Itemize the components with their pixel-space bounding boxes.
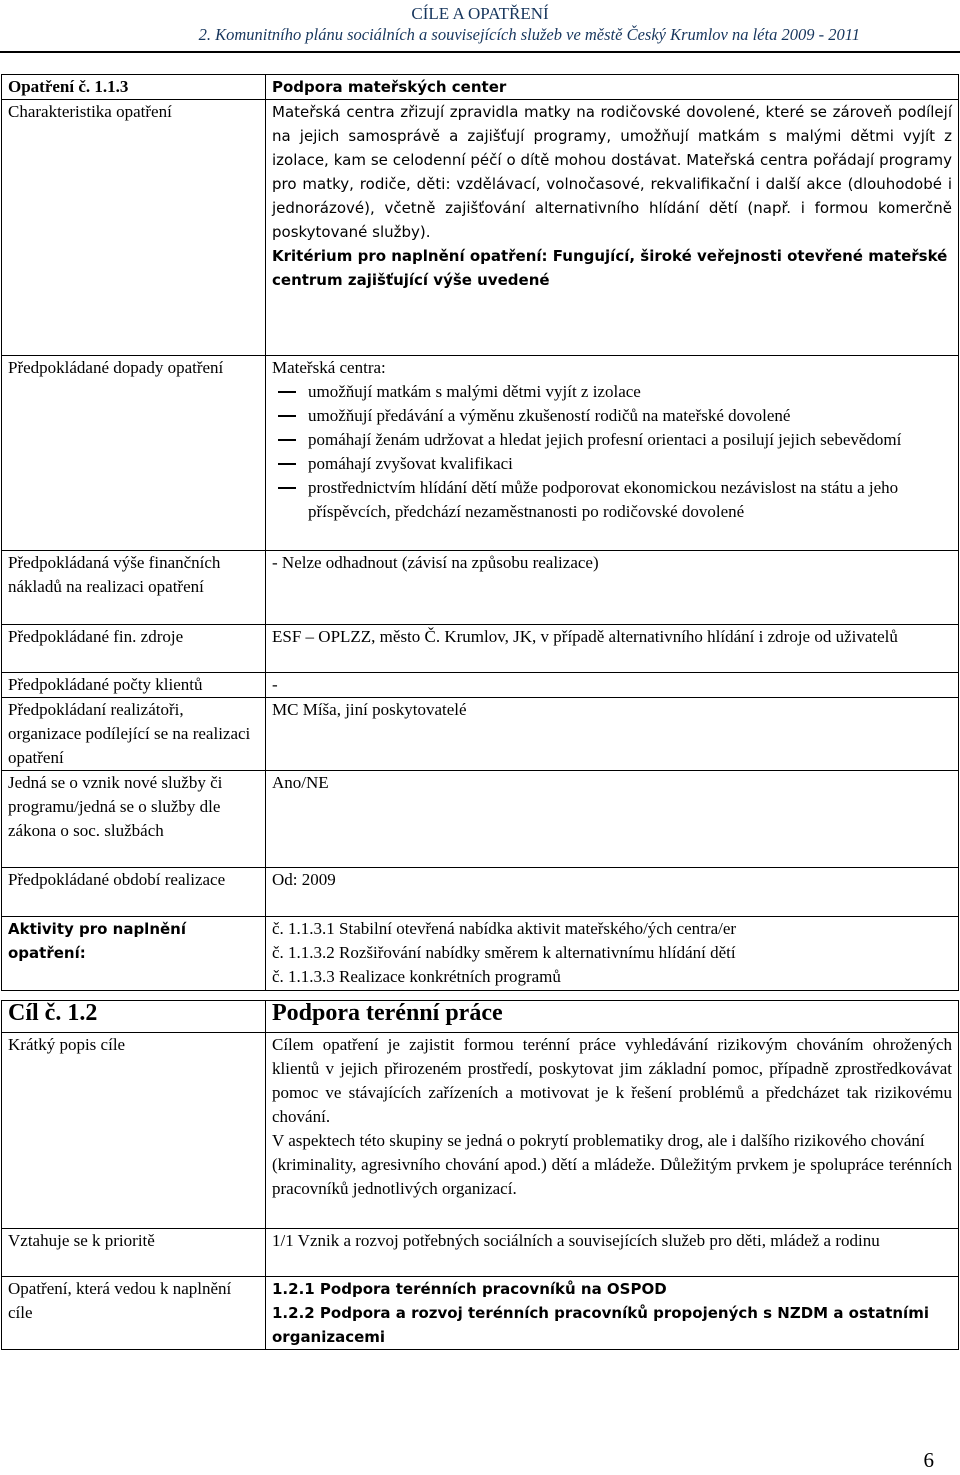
impacts-label: Předpokládané dopady opatření [2, 356, 266, 551]
characteristic-cell [266, 100, 959, 356]
new-service-value: Ano/NE [266, 771, 959, 868]
goal-description-text: Cílem opatření je zajistit formou terénní práce vyhledávání rizikovým chováním ohrožených klientů v jejich přirozeném prostředí, poskytovat jim základní pomoc, případně zprostředkovávat pomoc ve stávajících zařízeních a motivovat je k řešení problémů a předcházet tak rizikovému chování. [272, 1035, 952, 1126]
new-service-label: Jedná se o vznik nové služby či programu/jedná se o služby dle zákona o soc. službách [2, 771, 266, 868]
list-item: prostřednictvím hlídání dětí může podporovat ekonomickou nezávislost na státu a jeho příspěvcích, předchází nezaměstnanosti po rodičovské dovolené [272, 476, 952, 524]
clients-label: Předpokládané počty klientů [2, 673, 266, 698]
goal-description-cell [266, 1033, 959, 1229]
measures-cell [266, 1277, 959, 1350]
impacts-list [272, 380, 952, 524]
costs-value: - Nelze odhadnout (závisí na způsobu realizace) [266, 551, 959, 625]
list-item: č. 1.1.3.3 Realizace konkrétních programů [272, 967, 561, 986]
header-divider [0, 51, 960, 53]
period-label: Předpokládané období realizace [2, 868, 266, 917]
list-item: pomáhají ženám udržovat a hledat jejich profesní orientaci a posilují jejich sebevědomí [272, 428, 952, 452]
activities-label: Aktivity pro naplnění opatření: [2, 917, 266, 991]
goal-id: Cíl č. 1.2 [2, 1001, 266, 1033]
goal-table [1, 1000, 959, 1350]
list-item: č. 1.1.3.2 Rozšiřování nabídky směrem k alternativnímu hlídání dětí [272, 943, 736, 962]
activities-cell [266, 917, 959, 991]
measures-label: Opatření, která vedou k naplnění cíle [2, 1277, 266, 1350]
goal-description-text: (kriminality, agresivního chování apod.) dětí a mládeže. Důležitým prvkem je spolupráce terénních pracovníků jednotlivých organizací. [272, 1155, 952, 1198]
characteristic-label: Charakteristika opatření [2, 100, 266, 356]
list-item: č. 1.1.3.1 Stabilní otevřená nabídka aktivit mateřského/ých centra/er [272, 919, 737, 938]
goal-description-text: V aspektech této skupiny se jedná o pokrytí problematiky drog, ale i dalšího rizikového chování [272, 1131, 925, 1150]
costs-label: Předpokládaná výše finančních nákladů na realizaci opatření [2, 551, 266, 625]
impacts-intro: Mateřská centra: [272, 358, 386, 377]
impacts-cell [266, 356, 959, 551]
clients-value: - [266, 673, 959, 698]
priority-value: 1/1 Vznik a rozvoj potřebných sociálních a souvisejících služeb pro děti, mládež a rodinu [266, 1229, 959, 1277]
priority-label: Vztahuje se k prioritě [2, 1229, 266, 1277]
measure-id: Opatření č. 1.1.3 [2, 75, 266, 100]
section-header: CÍLE A OPATŘENÍ [411, 4, 549, 23]
page-number: 6 [923, 1448, 934, 1472]
funding-value: ESF – OPLZZ, město Č. Krumlov, JK, v případě alternativního hlídání i zdroje od uživatelů [266, 625, 959, 673]
list-item: pomáhají zvyšovat kvalifikaci [272, 452, 952, 476]
list-item: 1.2.1 Podpora terénních pracovníků na OSPOD [272, 1280, 667, 1298]
goal-title: Podpora terénní práce [266, 1001, 959, 1033]
goal-description-label: Krátký popis cíle [2, 1033, 266, 1229]
funding-label: Předpokládané fin. zdroje [2, 625, 266, 673]
characteristic-text: Mateřská centra zřizují zpravidla matky na rodičovské dovolené, které se zároveň podílejí na jejich samosprávě a zajišťují programy, umožňují matkám s malými dětmi vyjít z izolace, kam se celodenní péčí o dítě mohou dostávat. Mateřská centra pořádají programy pro matky, rodiče, děti: vzdělávací, volnočasové, rekvalifikační i další akce (dlouhodobé i jednorázové), včetně zajišťování alternativního hlídání dětí (např. i formou komerčně poskytované služby). [272, 103, 952, 241]
criterion-text: Kritérium pro naplnění opatření: Fungující, široké veřejnosti otevřené mateřské centrum zajišťující výše uvedené [272, 247, 948, 289]
list-item: umožňují matkám s malými dětmi vyjít z izolace [272, 380, 952, 404]
period-value: Od: 2009 [266, 868, 959, 917]
implementers-label: Předpokládaní realizátoři, organizace podílející se na realizaci opatření [2, 698, 266, 771]
list-item: 1.2.2 Podpora a rozvoj terénních pracovníků propojených s NZDM a ostatními organizacemi [272, 1304, 929, 1346]
list-item: umožňují předávání a výměnu zkušeností rodičů na mateřské dovolené [272, 404, 952, 428]
measure-title: Podpora mateřských center [266, 75, 959, 100]
plan-title-header: 2. Komunitního plánu sociálních a souvisejících služeb ve městě Český Krumlov na léta 2009 - 2011 [198, 25, 860, 44]
implementers-value: MC Míša, jiní poskytovatelé [266, 698, 959, 771]
measure-table [1, 74, 959, 991]
